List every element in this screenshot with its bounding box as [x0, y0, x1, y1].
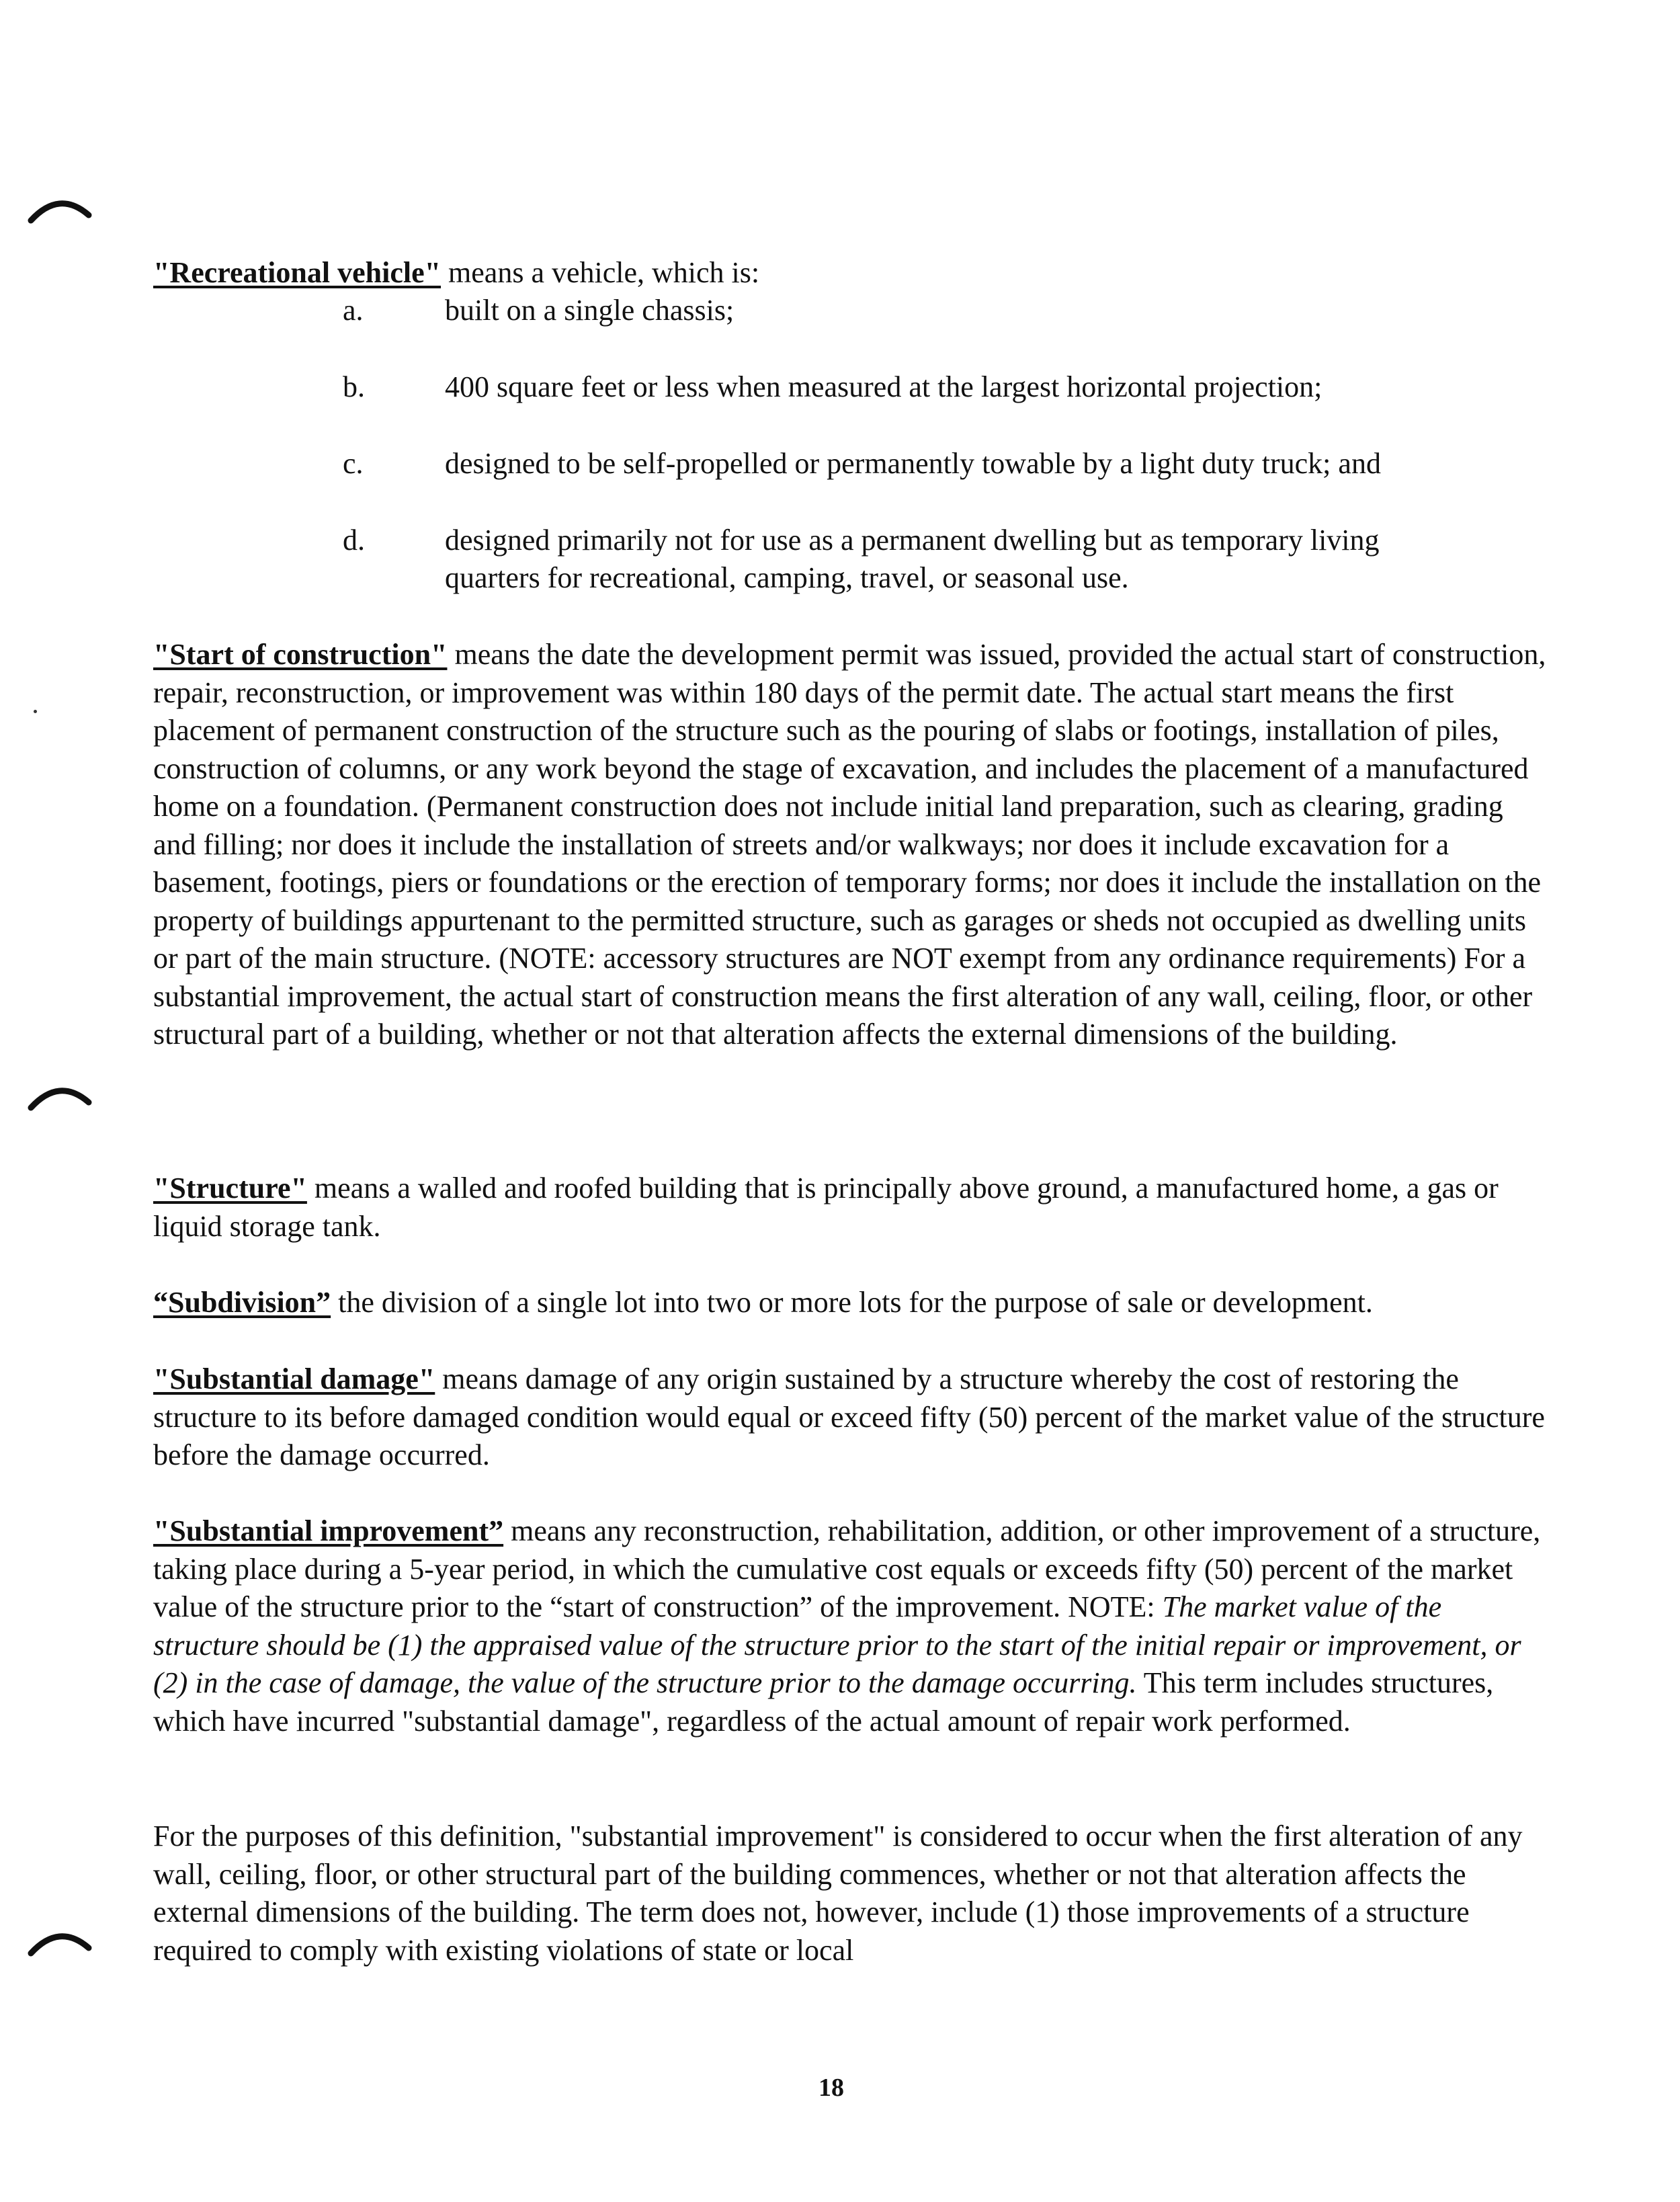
- list-item-letter: b.: [343, 370, 365, 403]
- definition-paragraph: [153, 1512, 1551, 1740]
- definition-text: the division of a single lot into two or more lots for the purpose of sale or development.: [331, 1286, 1373, 1319]
- definition-note-italic: The market value of the structure should be (1) the appraised value of the structure prior to the start of the initial repair or improvement, or (2) in the case of damage, the value of the structure prior to the damage occurring.: [153, 1590, 1521, 1699]
- defined-term: "Substantial improvement”: [153, 1514, 504, 1547]
- paragraph-purposes: [153, 1818, 1551, 1969]
- definition-paragraph: [153, 1284, 1551, 1322]
- definition-substantial-damage: [153, 1360, 1551, 1475]
- definition-text-tail: This term includes structures, which have incurred "substantial damage", regardless of the actual amount of repair work performed.: [153, 1666, 1494, 1738]
- defined-term: “Subdivision”: [153, 1286, 331, 1319]
- definition-text: means any reconstruction, rehabilitation, addition, or other improvement of a structure, taking place during a 5-year period, in which the cumulative cost equals or exceeds fifty (50) percent of the market value of the structure prior to the “start of construction” of the improvement. NOTE:: [153, 1514, 1541, 1623]
- list-item-text-continued: quarters for recreational, camping, travel, or seasonal use.: [445, 561, 1129, 594]
- list-item-text: built on a single chassis;: [445, 294, 734, 327]
- definition-recreational-vehicle: [153, 254, 1551, 292]
- definition-heading: [153, 254, 1551, 292]
- definition-paragraph: [153, 1170, 1551, 1246]
- definition-substantial-improvement: [153, 1512, 1551, 1740]
- list-item-letter: a.: [343, 294, 364, 327]
- definition-paragraph: [153, 1360, 1551, 1475]
- punch-hole-mark-icon: [24, 1921, 98, 1961]
- page-number: 18: [818, 2074, 844, 2102]
- list-item-text: 400 square feet or less when measured at the largest horizontal projection;: [445, 370, 1322, 403]
- list-item-text: designed to be self-propelled or permanently towable by a light duty truck; and: [445, 447, 1381, 480]
- definition-subdivision: [153, 1284, 1551, 1322]
- definition-lead: means a vehicle, which is:: [441, 256, 760, 289]
- list-item-letter: d.: [343, 524, 365, 557]
- list-item-text: designed primarily not for use as a permanent dwelling but as temporary living: [445, 524, 1380, 557]
- list-item-letter: c.: [343, 447, 364, 480]
- scan-speck: [34, 710, 37, 713]
- definition-start-of-construction: [153, 636, 1551, 1054]
- definition-text: means the date the development permit was issued, provided the actual start of construction, repair, reconstruction, or improvement was within 180 days of the permit date. The actual start means the first placement of permanent construction of the structure such as the pouring of slabs or footings, installation of piles, construction of columns, or any work beyond the stage of excavation, and includes the placement of a manufactured home on a foundation. (Permanent construction does not include initial land preparation, such as clearing, grading and filling; nor does it include the installation of streets and/or walkways; nor does it include excavation for a basement, footings, piers or foundations or the erection of temporary forms; nor does it include the installation on the property of buildings appurtenant to the permitted structure, such as garages or sheds not occupied as dwelling units or part of the main structure. (NOTE: accessory structures are NOT exempt from any ordinance requirements) For a substantial improvement, the actual start of construction means the first alteration of any wall, ceiling, floor, or other structural part of a building, whether or not that alteration affects the external dimensions of the building.: [153, 638, 1546, 1051]
- paragraph-text: For the purposes of this definition, "substantial improvement" is considered to occur when the first alteration of any wall, ceiling, floor, or other structural part of the building commences, whether or not that alteration affects the external dimensions of the building. The term does not, however, include (1) those improvements of a structure required to comply with existing violations of state or local: [153, 1820, 1523, 1967]
- punch-hole-mark-icon: [24, 188, 98, 229]
- defined-term: "Structure": [153, 1172, 307, 1205]
- definition-text: means a walled and roofed building that is principally above ground, a manufactured home, a gas or liquid storage tank.: [153, 1172, 1499, 1243]
- definition-text: means damage of any origin sustained by a structure whereby the cost of restoring the structure to its before damaged condition would equal or exceed fifty (50) percent of the market value of the structure before the damage occurred.: [153, 1362, 1545, 1471]
- definition-paragraph: [153, 636, 1551, 1054]
- definition-structure: [153, 1170, 1551, 1246]
- punch-hole-mark-icon: [24, 1075, 98, 1116]
- defined-term: "Start of construction": [153, 638, 448, 671]
- defined-term: "Recreational vehicle": [153, 256, 442, 289]
- defined-term: "Substantial damage": [153, 1362, 435, 1395]
